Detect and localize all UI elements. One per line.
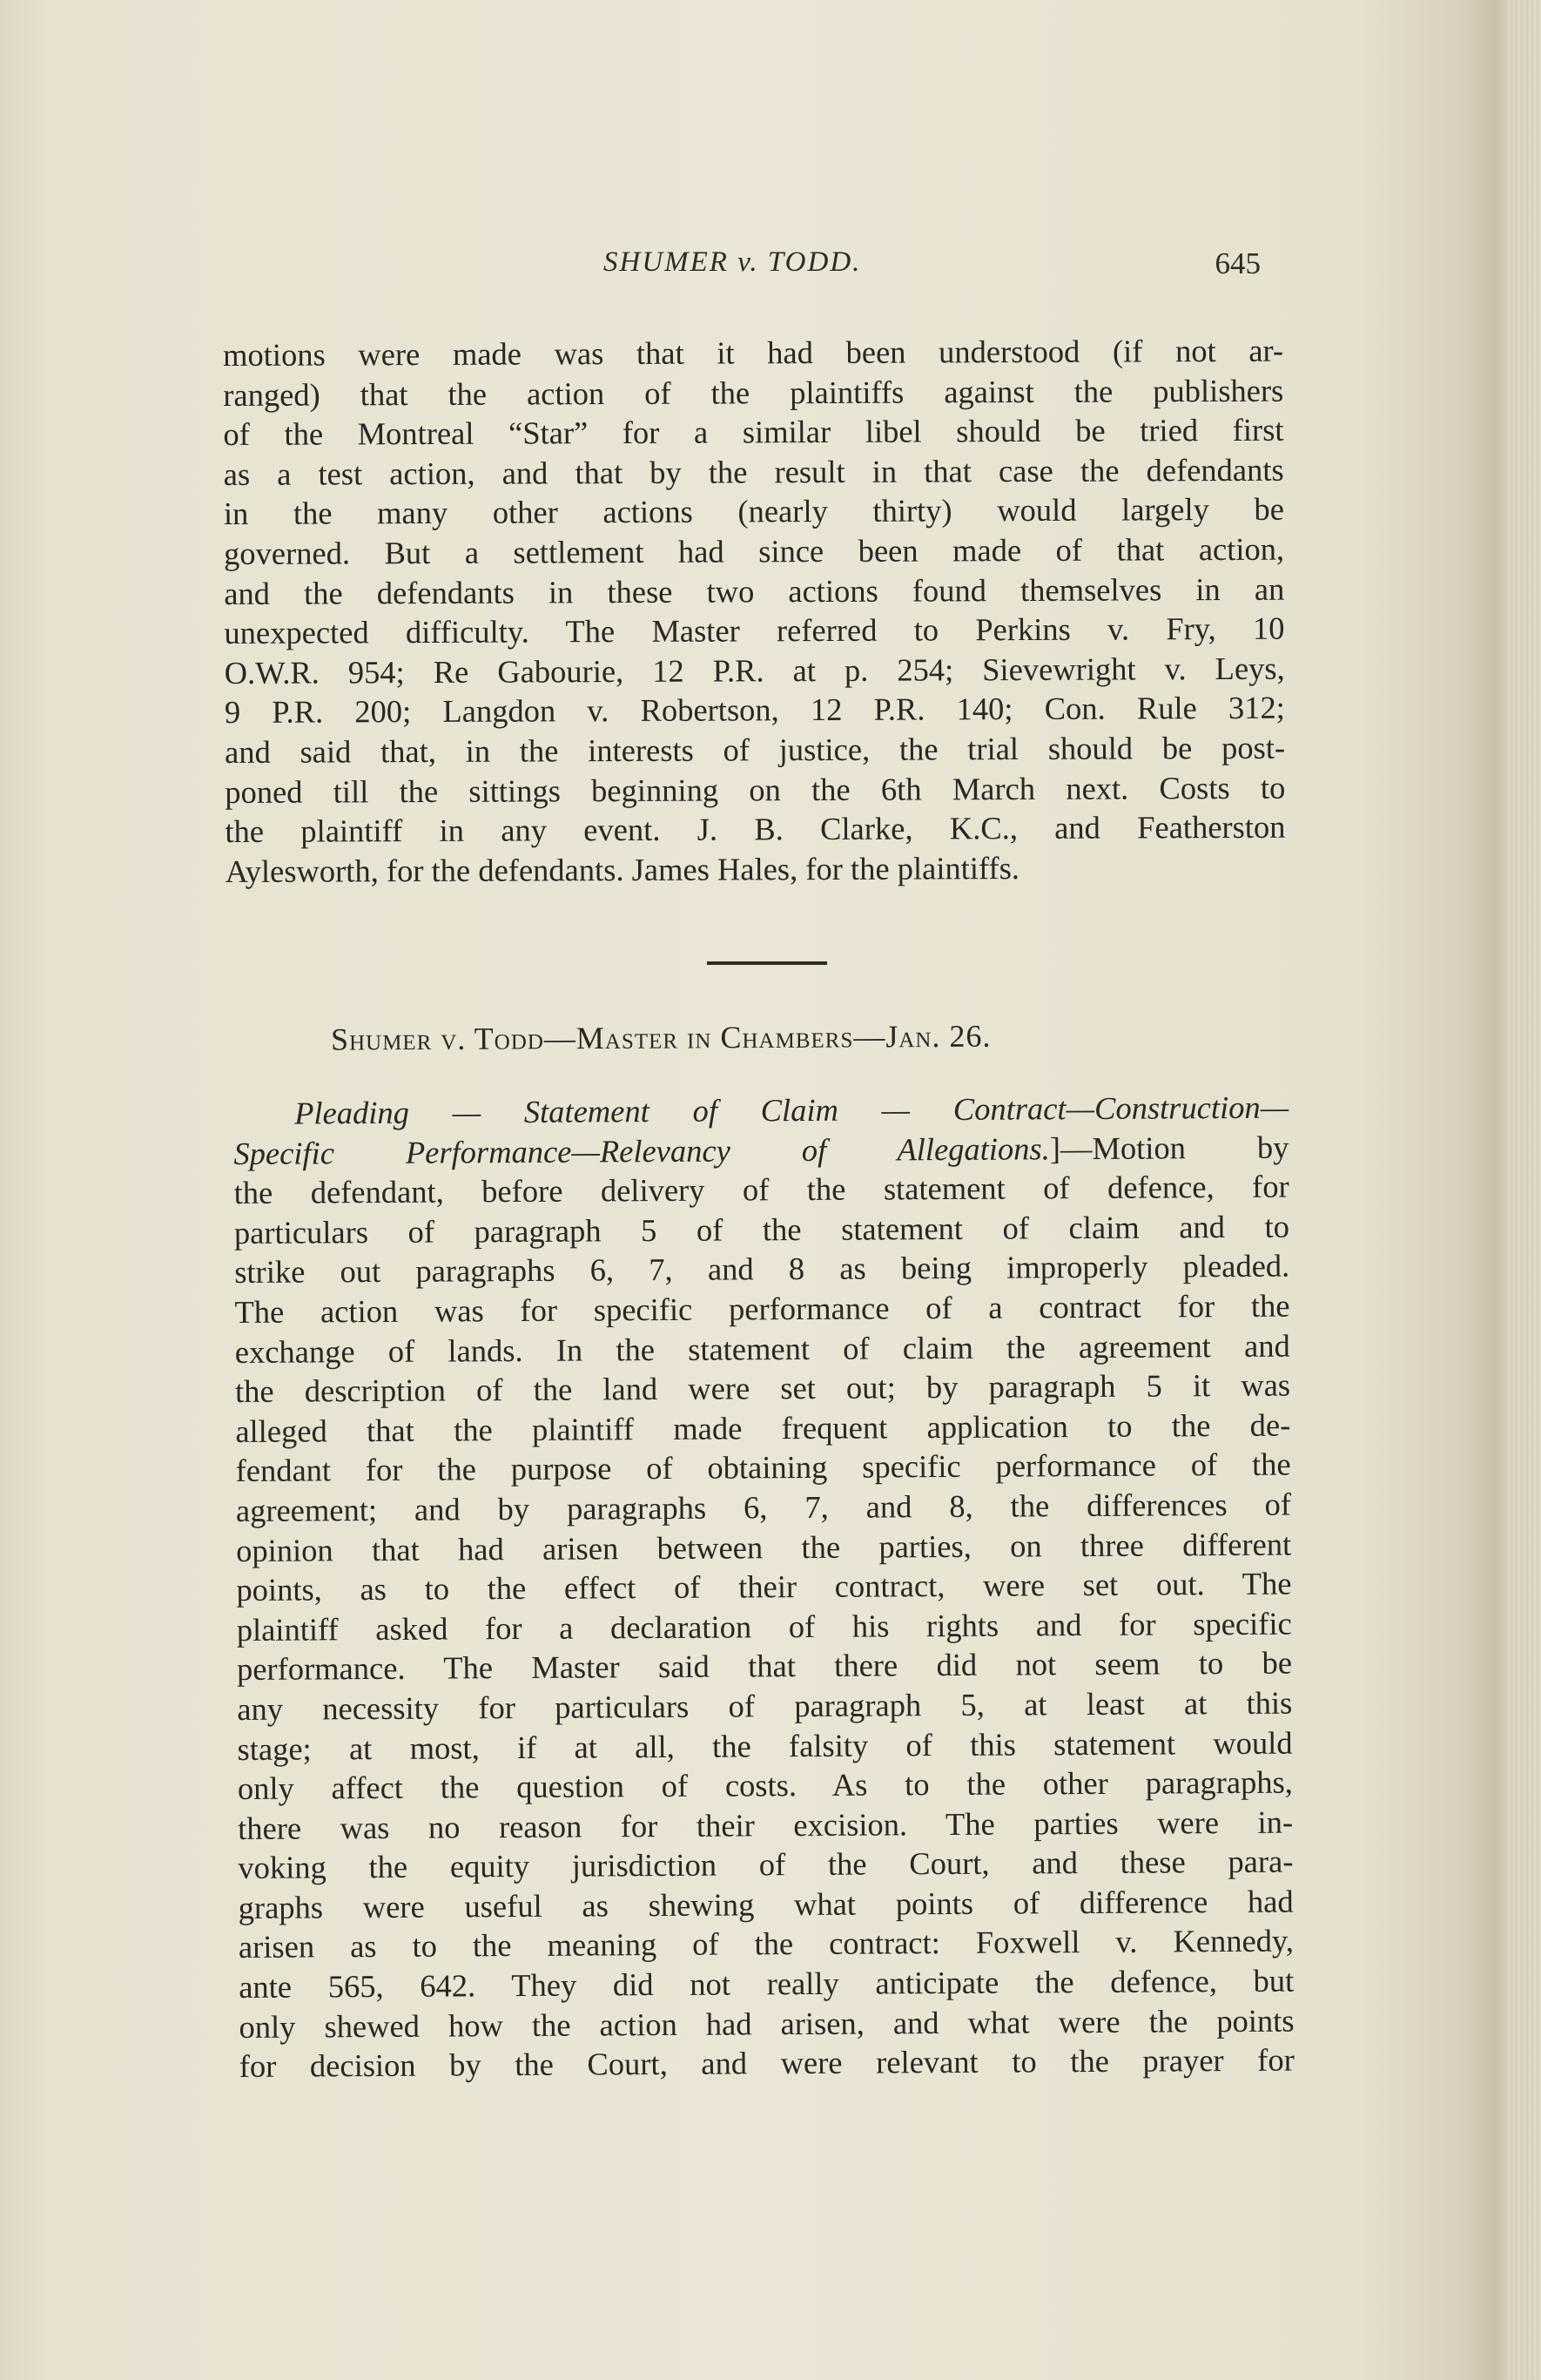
- text-line: opinion that had arisen between the parties, on three different: [236, 1526, 1292, 1568]
- text-line: poned till the sittings beginning on the 6th March next. Costs to: [225, 769, 1286, 810]
- text-line: in the many other actions (nearly thirty) would largely be: [223, 491, 1284, 532]
- text-line: 9 P.R. 200; Langdon v. Robertson, 12 P.R. 140; Con. Rule 312;: [224, 690, 1285, 731]
- text-line: the defendant, before delivery of the statement of defence, for: [233, 1168, 1289, 1211]
- text-line: as a test action, and that by the result in that case the defendants: [223, 451, 1284, 492]
- headnote-line: Pleading — Statement of Claim — Contract—Construction—: [294, 1089, 1289, 1131]
- running-title: SHUMER v. TODD.: [603, 246, 862, 278]
- text-line: any necessity for particulars of paragraph 5, at least at this: [237, 1684, 1293, 1727]
- text-line: governed. But a settlement had since been made of that action,: [224, 530, 1285, 571]
- text-line: ranged) that the action of the plaintiffs against the publishers: [223, 372, 1284, 413]
- text-line: The action was for specific performance of a contract for the: [234, 1287, 1290, 1330]
- text-line: fendant for the purpose of obtaining specific performance of the: [235, 1446, 1291, 1489]
- text-line: points, as to the effect of their contract, were set out. The: [236, 1565, 1292, 1608]
- text-line: agreement; and by paragraphs 6, 7, and 8, the differences of: [235, 1486, 1292, 1528]
- headnote-italic: Specific Performance—Relevancy of Allegations.: [233, 1129, 1050, 1171]
- text-line: unexpected difficulty. The Master referred to Perkins v. Fry, 10: [224, 610, 1285, 651]
- text-line: only shewed how the action had arisen, and what were the points: [239, 2002, 1295, 2045]
- text-line: arisen as to the meaning of the contract: Foxwell v. Kennedy,: [238, 1923, 1295, 1965]
- headnote-tail: ]—Motion by: [1049, 1129, 1289, 1166]
- text-line: Aylesworth, for the defendants. James Hales, for the plaintiffs.: [225, 849, 1020, 889]
- text-line: graphs were useful as shewing what points of difference had: [238, 1883, 1294, 1925]
- headnote-line-2: [233, 1127, 1289, 1173]
- text-line: particulars of paragraph 5 of the statement of claim and to: [233, 1208, 1290, 1251]
- text-line: the plaintiff in any event. J. B. Clarke, K.C., and Featherston: [225, 808, 1286, 850]
- paragraph-2: [233, 1088, 1295, 2087]
- text-line: performance. The Master said that there did not seem to be: [236, 1644, 1293, 1688]
- text-line: and the defendants in these two actions found themselves in an: [224, 570, 1285, 611]
- text-line: alleged that the plaintiff made frequent application to the de-: [235, 1406, 1291, 1449]
- paragraph-1: [223, 331, 1286, 892]
- case-heading: Shumer v. Todd—Master in Chambers—Jan. 26.: [330, 1018, 992, 1057]
- section-divider: [707, 961, 827, 965]
- text-line: strike out paragraphs 6, 7, and 8 as being improperly pleaded.: [234, 1247, 1290, 1291]
- text-line: only affect the question of costs. As to the other paragraphs,: [237, 1763, 1293, 1807]
- text-line: of the Montreal “Star” for a similar libel should be tried first: [223, 411, 1284, 453]
- text-line: for decision by the Court, and were relevant to the prayer for: [239, 2041, 1295, 2085]
- text-line: voking the equity jurisdiction of the Court, and these para-: [238, 1843, 1294, 1886]
- page-number: 645: [1215, 246, 1261, 280]
- text-line: and said that, in the interests of justice, the trial should be post-: [224, 729, 1286, 770]
- text-line: plaintiff asked for a declaration of his rights and for specific: [236, 1605, 1292, 1648]
- text-line: motions were made was that it had been understood (if not ar-: [223, 332, 1284, 373]
- text-line: the description of the land were set out; by paragraph 5 it was: [234, 1366, 1291, 1410]
- text-line: ante 565, 642. They did not really anticipate the defence, but: [239, 1962, 1295, 2006]
- page-edge-shade: [1506, 0, 1541, 2380]
- text-line: stage; at most, if at all, the falsity of this statement would: [237, 1724, 1293, 1767]
- text-line: there was no reason for their excision. The parties were in-: [238, 1804, 1294, 1846]
- text-line: O.W.R. 954; Re Gabourie, 12 P.R. at p. 254; Sievewright v. Leys,: [224, 650, 1285, 691]
- text-line: exchange of lands. In the statement of claim the agreement and: [234, 1327, 1290, 1370]
- running-head: [225, 246, 1261, 290]
